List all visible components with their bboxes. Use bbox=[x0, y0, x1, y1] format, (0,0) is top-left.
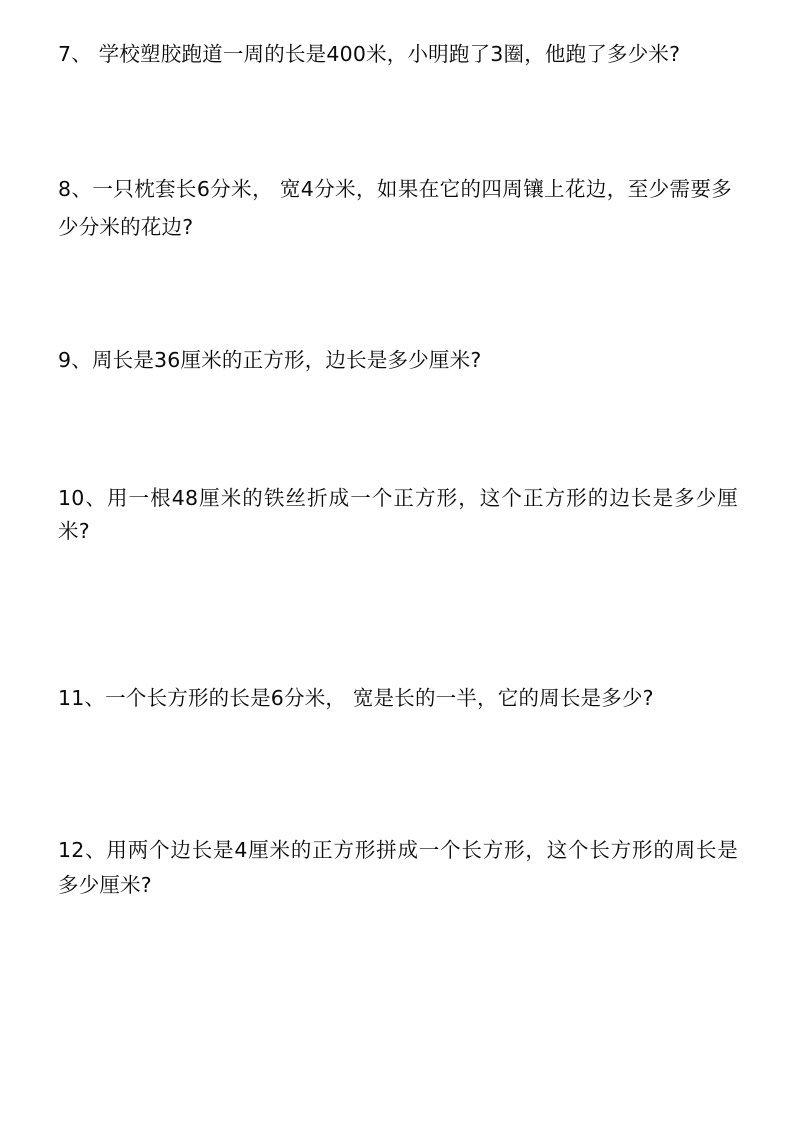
problem-item-8: 8、一只枕套长6分米， 宽4分米，如果在它的四周镶上花边，至少需要多少分米的花边? bbox=[58, 177, 732, 239]
problem-item-10: 10、用一根48厘米的铁丝折成一个正方形，这个正方形的边长是多少厘米? bbox=[58, 486, 738, 544]
problem-item-9: 9、周长是36厘米的正方形，边长是多少厘米? bbox=[58, 347, 482, 372]
problem-item-11: 11、一个长方形的长是6分米， 宽是长的一半，它的周长是多少? bbox=[58, 686, 654, 711]
problem-item-12: 12、用两个边长是4厘米的正方形拼成一个长方形，这个长方形的周长是多少厘米? bbox=[58, 837, 738, 898]
problem-item-7: 7、 学校塑胶跑道一周的长是400米，小明跑了3圈，他跑了多少米? bbox=[58, 42, 681, 66]
